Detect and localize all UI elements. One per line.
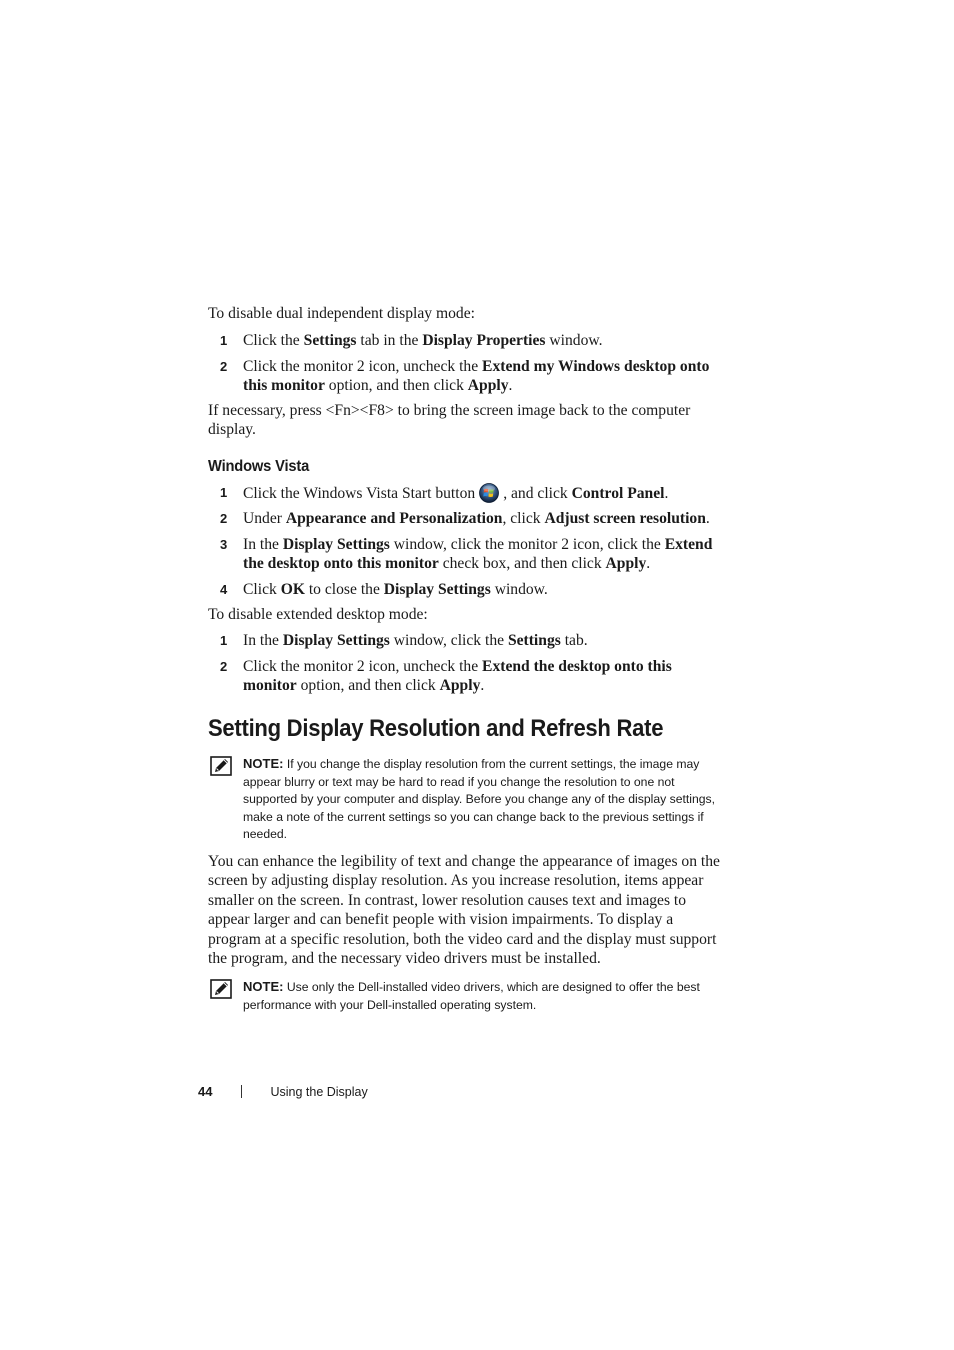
step-text: Click the monitor 2 icon, uncheck the: [243, 658, 483, 675]
step-bold: Display Properties: [422, 331, 546, 349]
footer-section-title: Using the Display: [270, 1085, 368, 1099]
step-text: Click the Windows Vista Start button: [243, 484, 476, 502]
step-text: Under: [243, 509, 286, 527]
step-text: .: [646, 554, 651, 572]
step-number: 2: [220, 659, 228, 674]
list-item: [208, 357, 728, 395]
intro-extended-mode: To disable extended desktop mode:: [208, 605, 428, 623]
step-text: window.: [490, 580, 548, 598]
step-text: Click: [243, 580, 281, 598]
step-bold: OK: [280, 580, 305, 598]
step-bold: Settings: [507, 632, 561, 649]
step-number: 1: [220, 633, 228, 648]
note-label: NOTE:: [243, 756, 284, 771]
resolution-paragraph: You can enhance the legibility of text and change the appearance of images on the screen by adjusting display resolution. As you increase resolution, items appear smaller on the screen. In contrast, lower resolution causes text and images to appear larger and can benefit people with vision impairments. To display a program at a specific resolution, both the video card and the display must support the program, and the necessary video drivers must be installed.: [208, 852, 720, 968]
list-item: [208, 580, 728, 599]
note-pencil-icon: [210, 756, 232, 776]
note-label: NOTE:: [243, 978, 284, 994]
step-number: 1: [220, 332, 228, 348]
step-number: 3: [220, 536, 228, 552]
page-content: [208, 304, 728, 1014]
step-text: window, click the monitor 2 icon, click the: [389, 535, 665, 553]
list-item: [208, 331, 728, 350]
step-text: Click the monitor 2 icon, uncheck the: [243, 357, 483, 375]
list-item: [208, 483, 728, 503]
step-bold: Adjust screen resolution: [544, 509, 706, 527]
step-bold: Extend my Windows desktop onto this monitor: [243, 357, 710, 394]
step-bold: Apply: [605, 554, 647, 572]
step-number: 2: [220, 510, 228, 526]
step-bold: Settings: [303, 331, 357, 349]
footer-divider: [241, 1085, 242, 1098]
note-pencil-icon: [210, 979, 232, 999]
page-number: 44: [198, 1084, 213, 1099]
step-text: option, and then click: [296, 677, 440, 694]
note-text: If you change the display resolution from the current settings, the image may appear blurry or text may be hard to read if you change the resolution to one not supported by your computer and display. Before you change any of the display settings, make a note of the current settings so you can change back to the previous settings if needed.: [243, 757, 715, 842]
step-number: 4: [220, 581, 228, 597]
step-text: .: [664, 484, 669, 502]
step-text: .: [480, 677, 485, 694]
step-bold: Display Settings: [282, 535, 390, 553]
step-bold: Apply: [439, 677, 481, 694]
list-item: [208, 657, 728, 695]
step-text: .: [705, 509, 710, 527]
list-item: [208, 631, 728, 650]
windows-start-orb-icon: [479, 483, 499, 503]
step-bold: Extend the desktop onto this monitor: [243, 535, 713, 572]
section-heading: Setting Display Resolution and Refresh Rate: [208, 715, 664, 742]
page-footer: [198, 1084, 368, 1099]
step-text: In the: [243, 535, 283, 553]
step-text: tab in the: [356, 331, 423, 349]
step-number: 2: [220, 358, 228, 374]
step-bold: Display Settings: [282, 632, 390, 649]
step-text: Click the: [243, 331, 304, 349]
step-text: , and click: [503, 484, 572, 502]
note-dell-drivers: [208, 978, 728, 1014]
step-bold: Appearance and Personalization: [285, 509, 503, 527]
step-text: to close the: [304, 580, 384, 598]
step-text: check box, and then click: [438, 554, 606, 572]
list-item: [208, 535, 728, 573]
step-text: option, and then click: [324, 376, 468, 394]
step-text: .: [508, 376, 513, 394]
step-bold: Apply: [467, 376, 509, 394]
step-bold: Control Panel: [571, 484, 665, 502]
fn-f8-hint: If necessary, press <Fn><F8> to bring the screen image back to the computer display.: [208, 401, 691, 438]
step-bold: Extend the desktop onto this monitor: [243, 658, 672, 694]
intro-dual-mode: To disable dual independent display mode:: [208, 305, 475, 322]
step-text: window.: [545, 331, 603, 349]
step-text: tab.: [560, 632, 588, 649]
list-item: [208, 509, 728, 528]
step-text: In the: [243, 632, 283, 649]
subheading-windows-vista: Windows Vista: [208, 457, 310, 475]
step-text: window, click the: [389, 632, 508, 649]
note-text: Use only the Dell-installed video drivers, which are designed to offer the best performance with your Dell-installed operating system.: [243, 979, 700, 1012]
step-bold: Display Settings: [383, 580, 491, 598]
step-text: , click: [502, 509, 545, 527]
note-blurry-resolution: [208, 755, 728, 844]
step-number: 1: [220, 484, 228, 500]
